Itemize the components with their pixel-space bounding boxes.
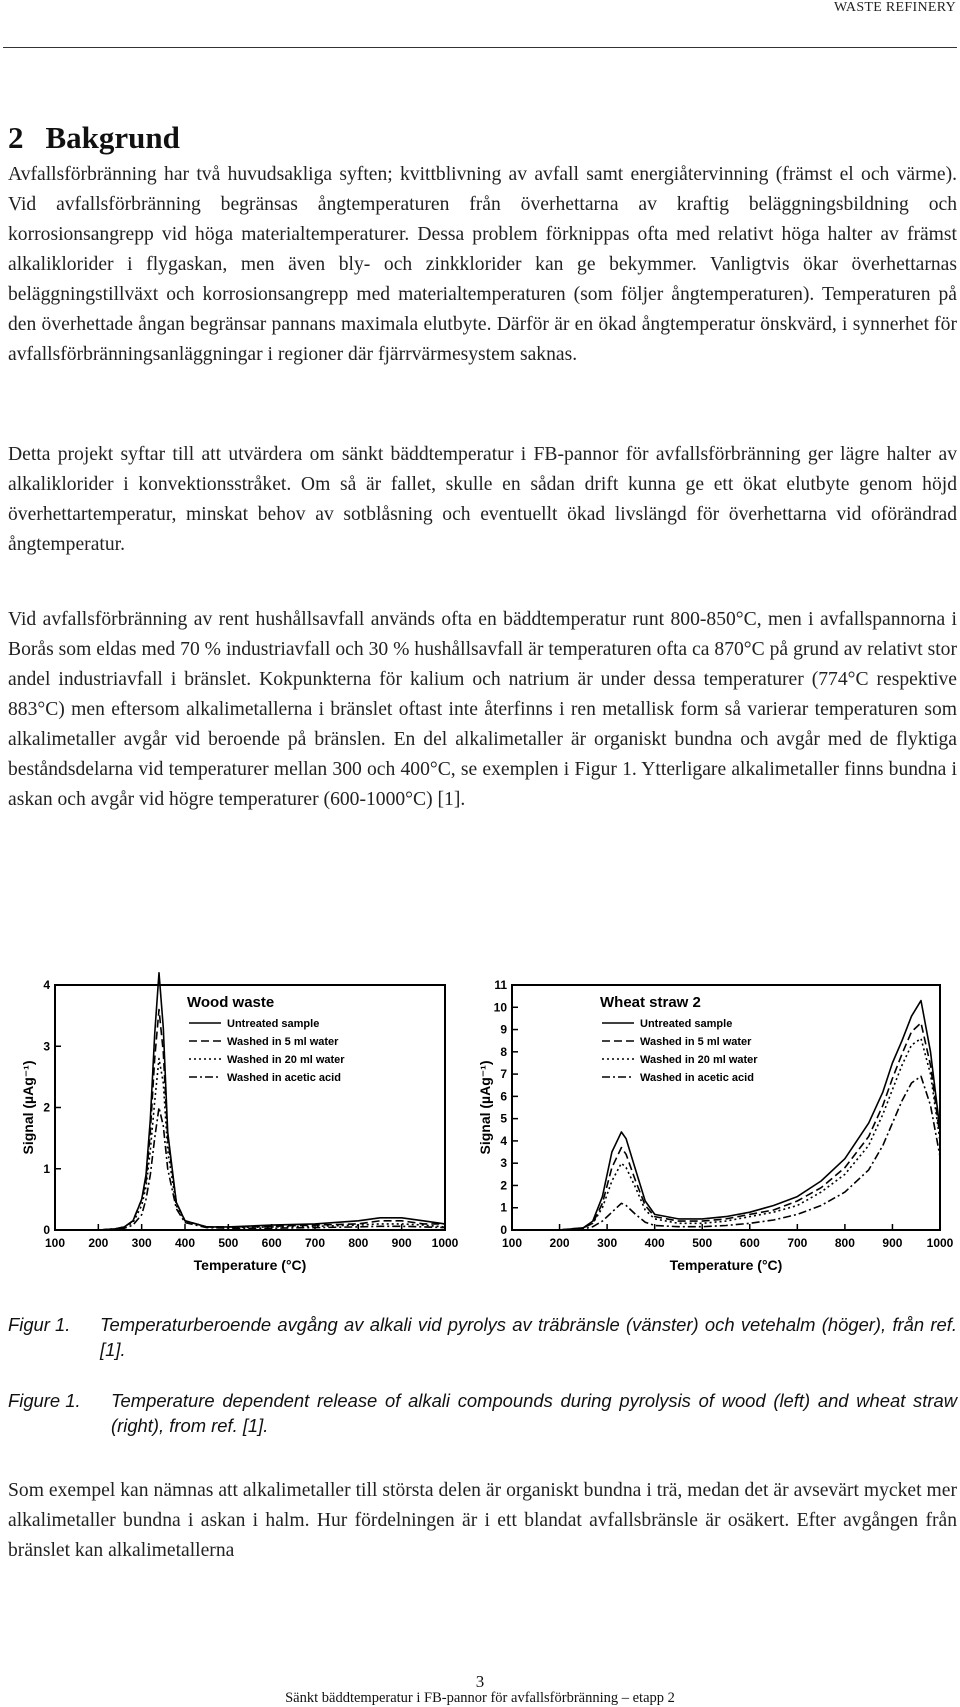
caption-swedish-label: Figur 1. [8, 1314, 71, 1335]
y-tick-label: 9 [500, 1022, 507, 1037]
x-tick-label: 400 [644, 1236, 665, 1250]
header-rule [3, 47, 957, 48]
x-tick-label: 800 [834, 1236, 855, 1250]
caption-swedish [8, 1312, 957, 1362]
x-tick-label: 200 [88, 1236, 109, 1250]
y-axis-label: Signal (µAg⁻¹) [20, 1060, 36, 1155]
paragraph-project-aim: Detta projekt syftar till att utvärdera om sänkt bäddtemperatur i FB-pannor för avfallsförbränning ger lägre halter av alkaliklorider i konvektionsstråket. Om så är fallet, skulle en sådan drift kunna ge ett ökat elutbyte genom höjd överhettartemperatur, minskat behov av sotblåsning och eventuellt ökad livslängd för överhettarna vid oförändrad ångtemperatur. [8, 444, 957, 555]
y-tick-label: 0 [500, 1223, 507, 1237]
x-tick-label: 100 [501, 1236, 523, 1250]
x-tick-label: 300 [597, 1236, 618, 1250]
x-tick-label: 700 [787, 1236, 808, 1250]
x-axis-label: Temperature (°C) [193, 1257, 307, 1273]
legend-title: Wood waste [187, 994, 275, 1011]
section-number: 2 [8, 120, 24, 155]
page-number: 3 [475, 1672, 485, 1691]
x-tick-label: 100 [44, 1236, 66, 1250]
y-tick-label: 8 [500, 1044, 507, 1059]
x-tick-label: 600 [261, 1236, 282, 1250]
caption-english-text: Temperature dependent release of alkali compounds during pyrolysis of wood (left) and wheat straw (right), from ref. [1]. [111, 1390, 957, 1436]
x-tick-label: 300 [131, 1236, 152, 1250]
y-tick-label: 6 [500, 1089, 507, 1104]
y-tick-label: 1 [43, 1161, 50, 1176]
series-line [512, 1039, 940, 1231]
y-tick-label: 4 [43, 978, 50, 992]
y-axis-label: Signal (µAg⁻¹) [477, 1060, 493, 1155]
x-tick-label: 1000 [926, 1236, 954, 1250]
legend-entry: Washed in acetic acid [640, 1072, 754, 1084]
legend-entry: Untreated sample [640, 1018, 733, 1030]
y-tick-label: 2 [43, 1100, 50, 1115]
legend-entry: Washed in 5 ml water [640, 1036, 752, 1048]
caption-swedish-text: Temperaturberoende avgång av alkali vid pyrolys av träbränsle (vänster) och vetehalm (höger), från ref. [1]. [100, 1314, 957, 1360]
x-tick-label: 1000 [431, 1236, 459, 1250]
series-line [55, 1108, 445, 1231]
y-tick-label: 3 [500, 1156, 507, 1171]
y-tick-label: 1 [500, 1200, 507, 1215]
section-heading: Bakgrund [45, 120, 180, 155]
x-tick-label: 700 [304, 1236, 326, 1250]
y-tick-label: 5 [500, 1111, 507, 1126]
section-title [8, 120, 180, 156]
paragraph-bed-temperature: Vid avfallsförbränning av rent hushållsavfall används ofta en bäddtemperatur runt 800-850°C, men i avfallspannorna i Borås som eldas med 70 % industriavfall och 30 % hushållsavfall är temperaturen ofta ca 870°C på grund av relativt stor andel industriavfall i bränslet. Kokpunkterna för kalium och natrium är under dessa temperaturer (774°C respektive 883°C) men eftersom alkalimetallerna i bränslet oftast inte återfinns i ren metallisk form så varierar temperaturen som alkalimetaller avgår vid beroende på bränslen. En del alkalimetaller är organiskt bundna och avgår med de flyktiga beståndsdelarna vid temperaturer mellan 300 och 400°C, se exemplen i Figur 1. Ytterligare alkalimetaller finns bundna i askan och avgår vid högre temperaturer (600-1000°C) [1]. [8, 609, 957, 810]
y-tick-label: 0 [43, 1223, 50, 1237]
y-tick-label: 11 [494, 978, 507, 992]
x-tick-label: 900 [882, 1236, 903, 1250]
legend-entry: Washed in 20 ml water [640, 1054, 758, 1066]
legend-entry: Untreated sample [227, 1018, 320, 1030]
y-tick-label: 3 [43, 1039, 50, 1054]
legend-entry: Washed in acetic acid [227, 1072, 341, 1084]
x-tick-label: 600 [739, 1236, 760, 1250]
y-tick-label: 10 [493, 1000, 507, 1015]
series-line [55, 973, 445, 1230]
x-tick-label: 200 [549, 1236, 570, 1250]
running-header: WASTE REFINERY [833, 0, 956, 15]
chart-wheat-straw [470, 965, 954, 1285]
figure-wood-waste [15, 965, 460, 1285]
legend-title: Wheat straw 2 [600, 994, 701, 1011]
chart-wood-waste [15, 965, 460, 1285]
caption-english-label: Figure 1. [8, 1390, 81, 1411]
paragraph-example: Som exempel kan nämnas att alkalimetaller till största delen är organiskt bundna i trä, medan det är avsevärt mycket mer alkalimetaller bundna i askan i halm. Hur fördelningen är i ett blandat avfallsbränsle är osäkert. Efter avgången från bränslet kan alkalimetallerna [8, 1480, 957, 1561]
legend-entry: Washed in 20 ml water [227, 1054, 345, 1066]
series-line [512, 1076, 940, 1230]
x-tick-label: 400 [174, 1236, 196, 1250]
series-line [55, 1059, 445, 1231]
x-axis-label: Temperature (°C) [669, 1257, 783, 1273]
y-tick-label: 7 [500, 1067, 507, 1082]
series-line [512, 1001, 940, 1230]
legend-entry: Washed in 5 ml water [227, 1036, 339, 1048]
y-tick-label: 4 [500, 1133, 507, 1148]
caption-english [8, 1388, 957, 1438]
y-tick-label: 2 [500, 1178, 507, 1193]
page-footer: Sänkt bäddtemperatur i FB-pannor för avfallsförbränning – etapp 2 [285, 1690, 675, 1706]
x-tick-label: 500 [218, 1236, 239, 1250]
figure-wheat-straw [470, 965, 954, 1285]
paragraph-intro: Avfallsförbränning har två huvudsakliga syften; kvittblivning av avfall samt energiåtervinning (främst el och värme). Vid avfallsförbränning begränsas ångtemperaturen från överhettarna av kraftig beläggningsbildning och korrosionsangrepp vid höga materialtemperaturer. Dessa problem förknippas ofta med relativt höga halter av främst alkaliklorider i flygaskan, men även bly- och zinkklorider kan ge bekymmer. Vanligtvis ökar överhettarnas beläggningstillväxt och korrosionsangrepp med materialtemperaturen (som följer ångtemperaturen). Temperaturen på den överhettade ångan begränsar pannans maximala elutbyte. Därför är en ökad ångtemperatur önskvärd, i synnerhet för avfallsförbränningsanläggningar i regioner där fjärrvärmesystem saknas. [8, 164, 957, 365]
x-tick-label: 900 [391, 1236, 412, 1250]
x-tick-label: 800 [348, 1236, 369, 1250]
x-tick-label: 500 [692, 1236, 713, 1250]
